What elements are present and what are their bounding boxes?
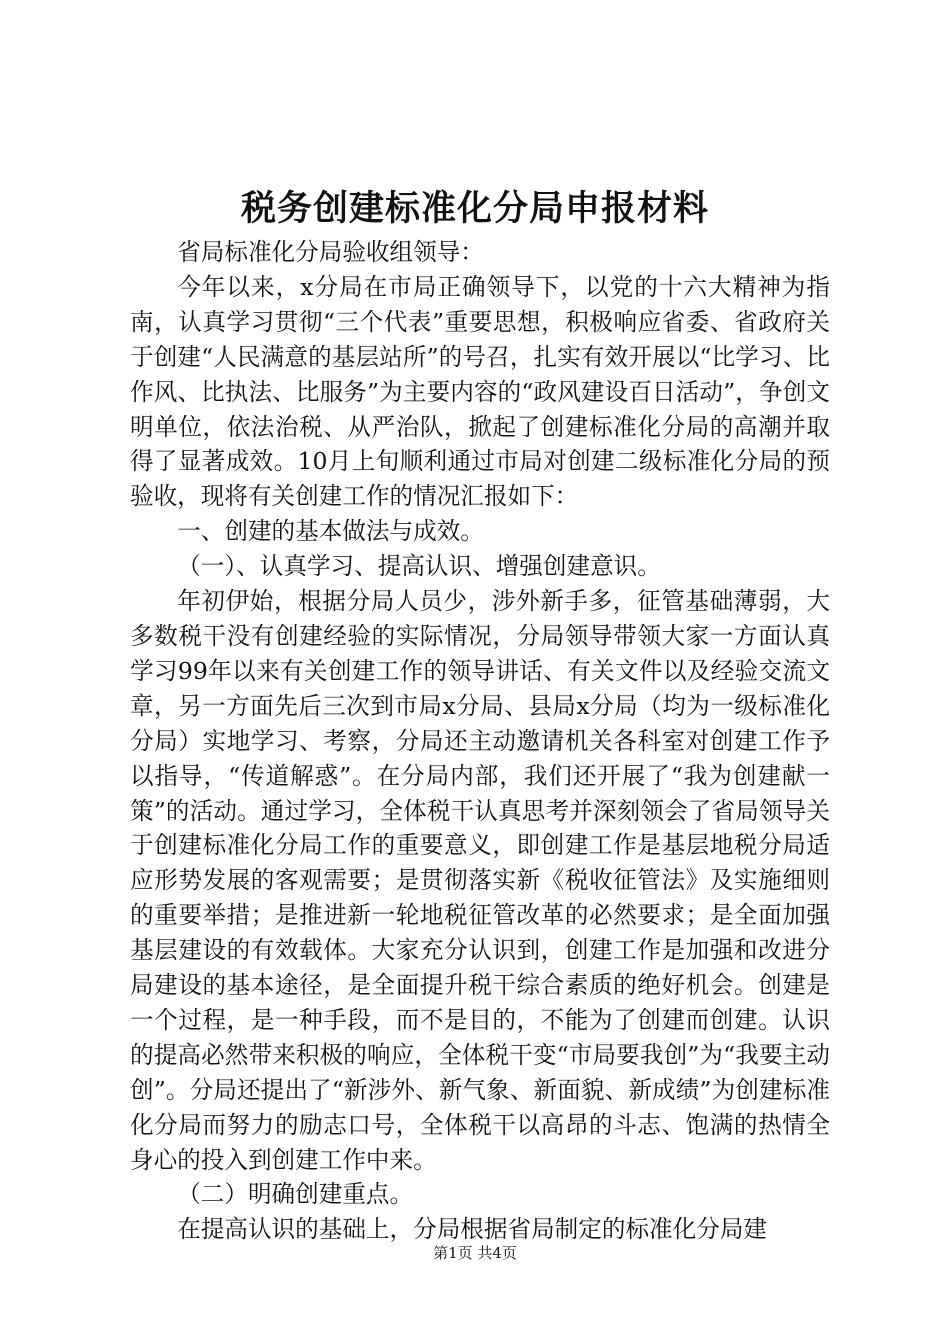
subsection-heading-2: （二）明确创建重点。 [177, 1180, 414, 1209]
section-heading-1: 一、创建的基本做法与成效。 [177, 517, 484, 546]
salutation-paragraph: 省局标准化分局验收组领导： [177, 238, 484, 266]
body-paragraph-1: 年初伊始，根据分局人员少，涉外新手多，征管基础薄弱，大多数税干没有创建经验的实际情况，分局领导带领大家一方面认真学习99年以来有关创建工作的领导讲话、有关文件以及经验交流文章，另一方面先后三次到市局x分局、县局x分局（均为一级标准化分局）实地学习、考察，分局还主动邀请机关各科室对创建工作予以指导，“传道解惑”。在分局内部，我们还开展了“我为创建献一策”的活动。通过学习，全体税干认真思考并深刻领会了省局领导关于创建标准化分局工作的重要意义，即创建工作是基层地税分局适应形势发展的客观需要；是贯彻落实新《税收征管法》及实施细则的重要举措；是推进新一轮地税征管改革的必然要求；是全面加强基层建设的有效载体。大家充分认识到，创建工作是加强和改进分局建设的基本途径，是全面提升税干综合素质的绝好机会。创建是一个过程，是一种手段，而不是目的，不能为了创建而创建。认识的提高必然带来积极的响应，全体税干变“市局要我创”为“我要主动创”。分局还提出了“新涉外、新气象、新面貌、新成绩”为创建标准化分局而努力的励志口号，全体税干以高昂的斗志、饱满的热情全身心的投入到创建工作中来。 [130, 587, 830, 1174]
subsection-heading-1: （一）、认真学习、提高认识、增强创建意识。 [177, 552, 661, 581]
page-number-footer: 第1页 共4页 [433, 1244, 517, 1262]
document-body [130, 235, 830, 1247]
body-paragraph-2: 在提高认识的基础上，分局根据省局制定的标准化分局建 [177, 1215, 768, 1244]
intro-paragraph: 今年以来，x分局在市局正确领导下，以党的十六大精神为指南，认真学习贯彻“三个代表”重要思想，积极响应省委、省政府关于创建“人民满意的基层站所”的号召，扎实有效开展以“比学习、比作风、比执法、比服务”为主要内容的“政风建设百日活动”，争创文明单位，依法治税、从严治队，掀起了创建标准化分局的高潮并取得了显著成效。10月上旬顺利通过市局对创建二级标准化分局的预验收，现将有关创建工作的情况汇报如下： [130, 272, 830, 511]
document-title: 税务创建标准化分局申报材料 [240, 189, 709, 229]
